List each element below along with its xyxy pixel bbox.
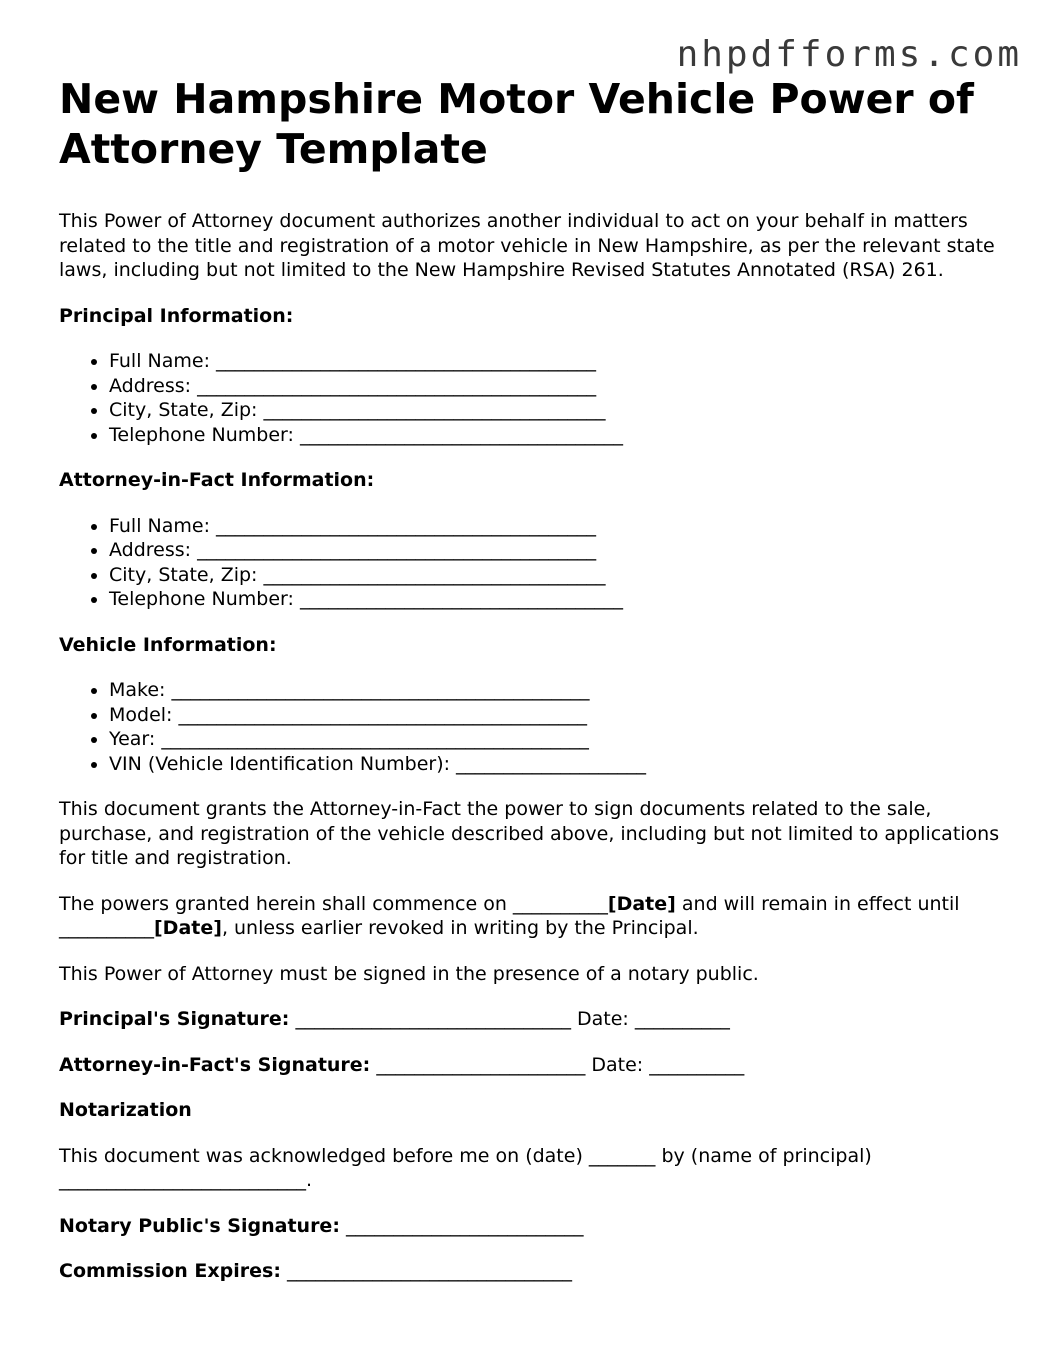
- vehicle-model-field: • Model: ___________________________________________: [109, 703, 1019, 728]
- attorney-signature-label: Attorney-in-Fact's Signature:: [59, 1053, 371, 1076]
- document-title: New Hampshire Motor Vehicle Power of Attorney Template: [59, 75, 974, 173]
- attorney-full-name-field: • Full Name: ________________________________________: [109, 514, 1019, 539]
- principal-signature-label: Principal's Signature:: [59, 1008, 290, 1030]
- attorney-city-state-zip-field: • City, State, Zip: ____________________________________: [109, 563, 1019, 588]
- vehicle-vin-field: • VIN (Vehicle Identification Number): ____________________: [109, 752, 1019, 777]
- site-watermark: nhpdfforms.com: [676, 34, 1022, 75]
- principal-signature-blank: _____________________________ Date: __________: [289, 1008, 730, 1030]
- principal-city-state-zip-field: • City, State, Zip: ____________________________________: [109, 398, 1019, 423]
- notary-signature-line: [59, 1214, 1019, 1239]
- principal-full-name-field: • Full Name: ________________________________________: [109, 349, 1019, 374]
- notarization-heading: Notarization: [59, 1099, 192, 1121]
- notary-signature-label: Notary Public's Signature:: [59, 1214, 340, 1237]
- principal-address-field: • Address: __________________________________________: [109, 374, 1019, 399]
- attorney-signature-blank: ______________________ Date: __________: [370, 1053, 745, 1076]
- vehicle-fields: [59, 678, 1019, 776]
- principal-signature-line: [59, 1007, 1019, 1032]
- commission-expires-line: [59, 1259, 1019, 1284]
- vehicle-make-field: • Make: ____________________________________________: [109, 678, 1019, 703]
- attorney-fields: [59, 514, 1019, 612]
- term-text-end: , unless earlier revoked in writing by the Principal.: [221, 917, 699, 939]
- document-page: [59, 74, 1019, 1284]
- attorney-address-field: • Address: __________________________________________: [109, 538, 1019, 563]
- vehicle-heading: Vehicle Information:: [59, 633, 277, 656]
- end-date-placeholder: [Date]: [154, 917, 222, 939]
- notarization-paragraph: This document was acknowledged before me on (date) _______ by (name of principal) __________________________.: [59, 1144, 872, 1191]
- attorney-heading: Attorney-in-Fact Information:: [59, 469, 375, 491]
- term-paragraph: [59, 892, 1019, 941]
- principal-heading: Principal Information:: [59, 304, 294, 327]
- commission-expires-blank: ______________________________: [280, 1260, 572, 1282]
- term-text-middle: and will remain in effect until __________: [59, 892, 960, 939]
- intro-paragraph: This Power of Attorney document authorizes another individual to act on your behalf in matters related to the title and registration of a motor vehicle in New Hampshire, as per the relevant state laws, including but not limited to the New Hampshire Revised Statutes Annotated (RSA) 261.: [59, 210, 995, 281]
- principal-telephone-field: • Telephone Number: __________________________________: [109, 423, 1019, 448]
- commission-expires-label: Commission Expires:: [59, 1260, 281, 1282]
- start-date-placeholder: [Date]: [607, 892, 676, 915]
- attorney-signature-line: [59, 1053, 1019, 1078]
- notary-requirement-paragraph: This Power of Attorney must be signed in the presence of a notary public.: [59, 962, 759, 985]
- grant-paragraph: This document grants the Attorney-in-Fact the power to sign documents related to the sale, purchase, and registration of the vehicle described above, including but not limited to applications for title and registration.: [59, 798, 1000, 869]
- term-text-start: The powers granted herein shall commence on __________: [59, 892, 608, 915]
- notary-signature-blank: _________________________: [339, 1214, 584, 1237]
- principal-fields: [59, 349, 1019, 447]
- attorney-telephone-field: • Telephone Number: __________________________________: [109, 587, 1019, 612]
- vehicle-year-field: • Year: _____________________________________________: [109, 727, 1019, 752]
